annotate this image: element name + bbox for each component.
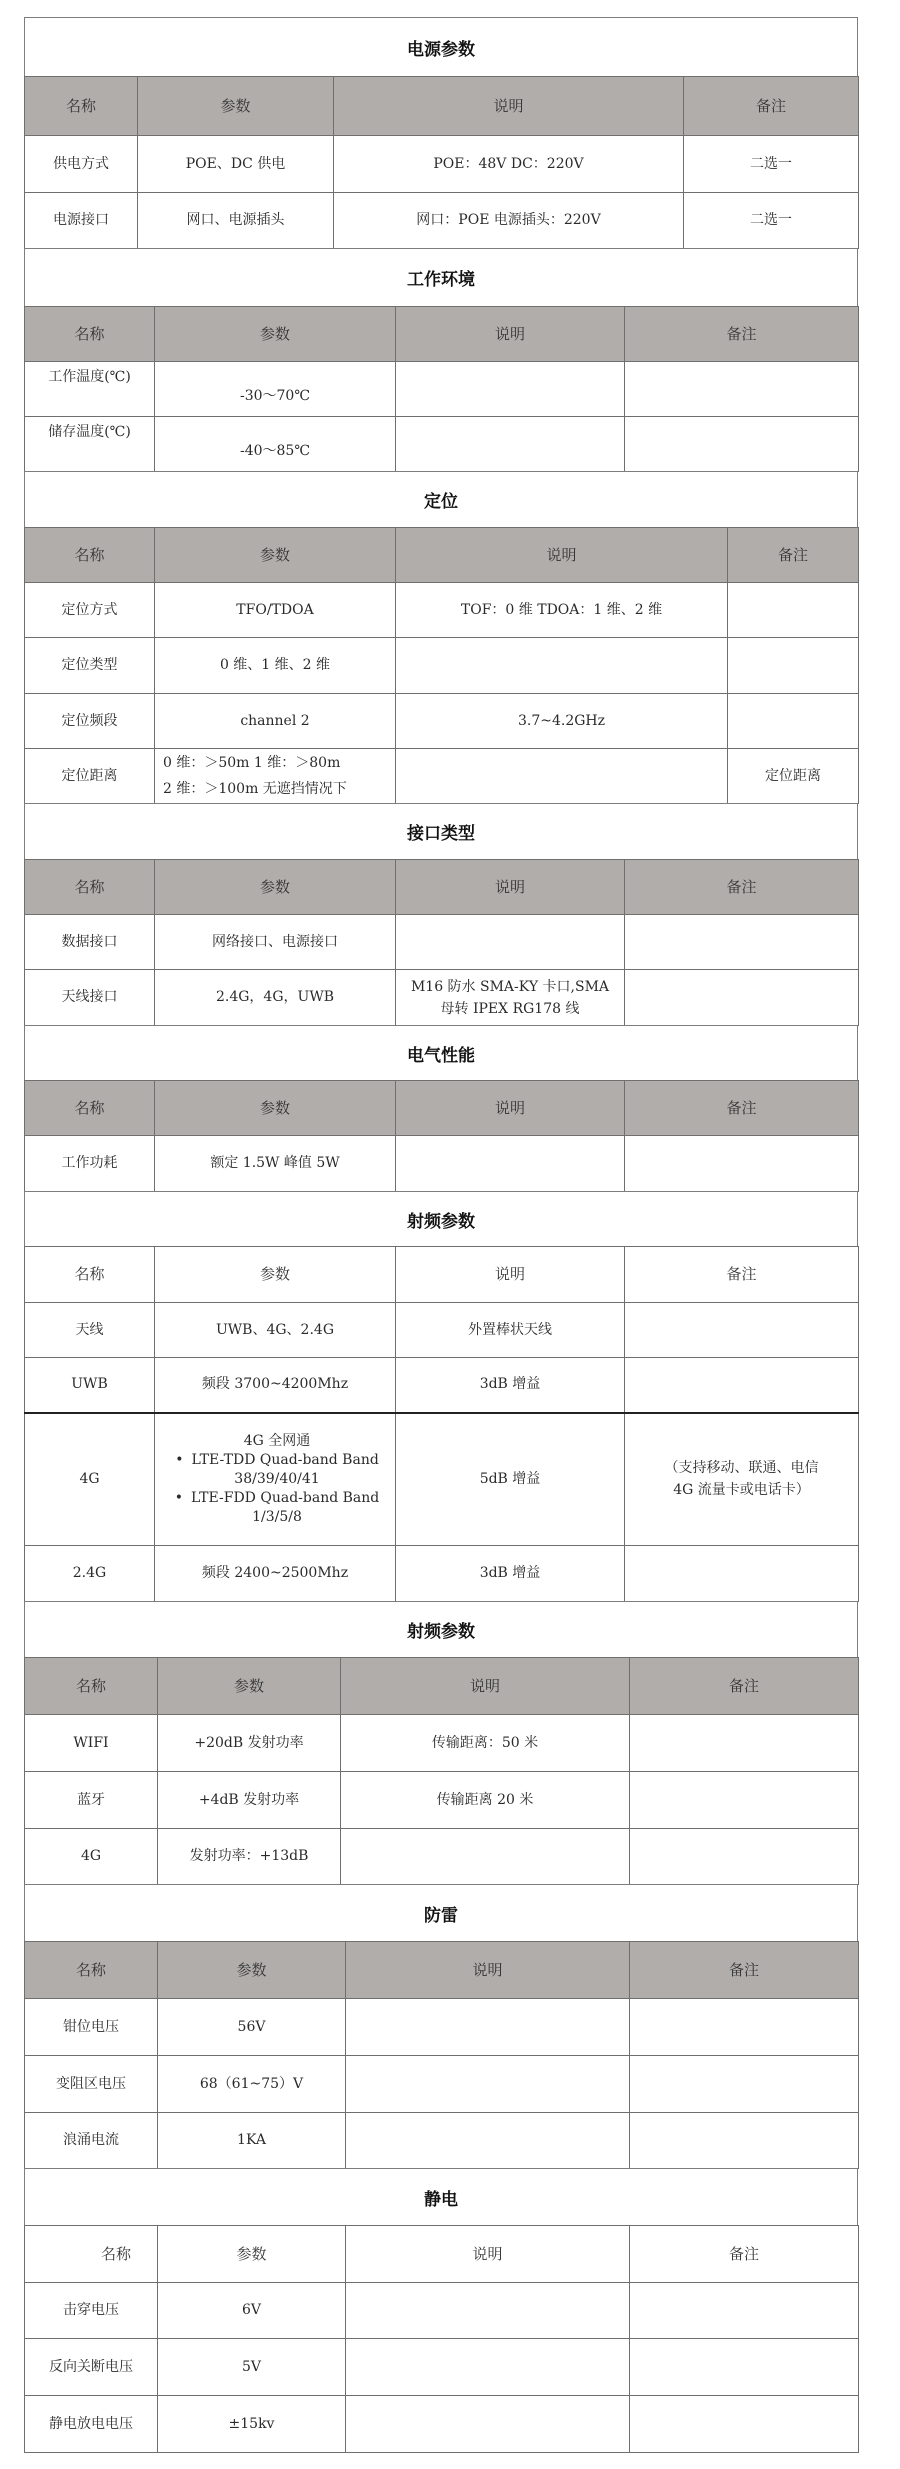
cell-desc: 网口：POE 电源插头：220V xyxy=(334,193,684,249)
cell-param: 额定 1.5W 峰值 5W xyxy=(155,1136,396,1192)
cell-note xyxy=(728,694,859,749)
cell-param: ±15kv xyxy=(158,2396,346,2453)
cell-param: 6V xyxy=(158,2283,346,2339)
section-title: 电源参数 xyxy=(24,17,858,76)
table-row xyxy=(25,2396,859,2453)
table-row xyxy=(25,1999,859,2056)
cell-name: 定位频段 xyxy=(25,694,155,749)
cell-note xyxy=(630,2283,859,2339)
cell-param: 发射功率：+13dB xyxy=(158,1829,341,1885)
header-desc: 说明 xyxy=(334,77,684,136)
spec-table xyxy=(24,859,859,1026)
cell-desc: 3dB 增益 xyxy=(396,1358,625,1413)
table-row xyxy=(25,193,859,249)
spec-table xyxy=(24,76,859,249)
cell-note xyxy=(625,1546,859,1602)
header-param: 参数 xyxy=(158,1942,346,1999)
cell-param xyxy=(155,749,396,804)
cell-name: 蓝牙 xyxy=(25,1772,158,1829)
cell-param: 0 维、1 维、2 维 xyxy=(155,638,396,694)
header-note: 备注 xyxy=(625,860,859,915)
cell-note xyxy=(625,1413,859,1546)
section-title: 射频参数 xyxy=(24,1191,858,1246)
section-title: 防雷 xyxy=(24,1884,858,1941)
cell-note: 二选一 xyxy=(684,136,859,193)
header-note: 备注 xyxy=(625,1081,859,1136)
table-row xyxy=(25,362,859,417)
cell-desc xyxy=(396,638,728,694)
table-header-row xyxy=(25,1942,859,1999)
table-header-row xyxy=(25,528,859,583)
header-param: 参数 xyxy=(158,1658,341,1715)
table-header-row xyxy=(25,77,859,136)
cell-note: 二选一 xyxy=(684,193,859,249)
table-row xyxy=(25,915,859,970)
section-title: 接口类型 xyxy=(24,803,858,859)
cell-name: WIFI xyxy=(25,1715,158,1772)
cell-name: 反向关断电压 xyxy=(25,2339,158,2396)
cell-note: 定位距离 xyxy=(728,749,859,804)
bullet-item-cont: 38/39/40/41 xyxy=(234,1470,320,1487)
cell-name: 电源接口 xyxy=(25,193,138,249)
table-row xyxy=(25,1413,859,1546)
header-desc: 说明 xyxy=(396,528,728,583)
cell-line: 2 维：＞100m 无遮挡情况下 xyxy=(163,781,347,797)
cell-param: 网口、电源插头 xyxy=(138,193,334,249)
table-header-row xyxy=(25,1247,859,1303)
cell-note xyxy=(630,2113,859,2169)
cell-param: 频段 2400~2500Mhz xyxy=(155,1546,396,1602)
cell-desc: 外置棒状天线 xyxy=(396,1303,625,1358)
table-row xyxy=(25,1358,859,1413)
cell-param: -30～70℃ xyxy=(155,362,396,417)
cell-note xyxy=(630,1999,859,2056)
cell-name: 工作功耗 xyxy=(25,1136,155,1192)
cell-desc xyxy=(346,2339,630,2396)
cell-name: UWB xyxy=(25,1358,155,1413)
table-row xyxy=(25,583,859,638)
header-name: 名称 xyxy=(25,1658,158,1715)
cell-name: 天线 xyxy=(25,1303,155,1358)
header-note: 备注 xyxy=(630,1942,859,1999)
header-name: 名称 xyxy=(25,307,155,362)
cell-note xyxy=(630,1829,859,1885)
cell-desc xyxy=(396,1136,625,1192)
bullet-item: • LTE-FDD Quad-band Band xyxy=(163,1489,391,1508)
cell-param: POE、DC 供电 xyxy=(138,136,334,193)
header-name: 名称 xyxy=(25,528,155,583)
cell-param: 网络接口、电源接口 xyxy=(155,915,396,970)
table-row xyxy=(25,417,859,472)
cell-desc xyxy=(396,417,625,472)
header-param: 参数 xyxy=(158,2226,346,2283)
cell-desc: 3.7~4.2GHz xyxy=(396,694,728,749)
cell-name: 浪涌电流 xyxy=(25,2113,158,2169)
cell-desc: 3dB 增益 xyxy=(396,1546,625,1602)
table-row xyxy=(25,749,859,804)
cell-desc xyxy=(396,970,625,1026)
table-header-row xyxy=(25,860,859,915)
cell-desc: TOF：0 维 TDOA：1 维、2 维 xyxy=(396,583,728,638)
section-title: 电气性能 xyxy=(24,1025,858,1080)
header-param: 参数 xyxy=(138,77,334,136)
table-row xyxy=(25,1136,859,1192)
cell-line: 0 维：＞50m 1 维：＞80m xyxy=(163,755,341,771)
cell-desc: 传输距离：50 米 xyxy=(341,1715,630,1772)
section-title: 工作环境 xyxy=(24,248,858,306)
cell-note xyxy=(625,362,859,417)
cell-param: 2.4G，4G，UWB xyxy=(155,970,396,1026)
table-header-row xyxy=(25,307,859,362)
cell-name: 4G xyxy=(25,1413,155,1546)
spec-table xyxy=(24,306,859,472)
cell-line: M16 防水 SMA-KY 卡口,SMA xyxy=(410,978,610,995)
spec-table xyxy=(24,527,859,804)
cell-param: channel 2 xyxy=(155,694,396,749)
cell-note xyxy=(630,1715,859,1772)
cell-desc xyxy=(346,2283,630,2339)
cell-param: -40～85℃ xyxy=(155,417,396,472)
cell-note xyxy=(630,2056,859,2113)
table-row xyxy=(25,1303,859,1358)
header-name: 名称 xyxy=(25,1081,155,1136)
spec-table xyxy=(24,2225,859,2453)
cell-name: 数据接口 xyxy=(25,915,155,970)
table-row xyxy=(25,970,859,1026)
header-name: 名称 xyxy=(25,860,155,915)
cell-name: 定位类型 xyxy=(25,638,155,694)
cell-desc: POE：48V DC：220V xyxy=(334,136,684,193)
table-row xyxy=(25,638,859,694)
cell-desc xyxy=(341,1829,630,1885)
header-param: 参数 xyxy=(155,307,396,362)
cell-name: 定位方式 xyxy=(25,583,155,638)
table-row xyxy=(25,1772,859,1829)
cell-name: 变阻区电压 xyxy=(25,2056,158,2113)
table-row xyxy=(25,1715,859,1772)
header-desc: 说明 xyxy=(346,1942,630,1999)
section-title: 定位 xyxy=(24,471,858,527)
header-note: 备注 xyxy=(684,77,859,136)
cell-name: 2.4G xyxy=(25,1546,155,1602)
header-note: 备注 xyxy=(630,2226,859,2283)
cell-name: 供电方式 xyxy=(25,136,138,193)
cell-note xyxy=(625,970,859,1026)
header-note: 备注 xyxy=(625,1247,859,1303)
cell-desc xyxy=(346,1999,630,2056)
header-param: 参数 xyxy=(155,860,396,915)
cell-note xyxy=(630,1772,859,1829)
cell-desc xyxy=(396,915,625,970)
table-row xyxy=(25,2283,859,2339)
cell-desc xyxy=(346,2113,630,2169)
header-param: 参数 xyxy=(155,1247,396,1303)
table-header-row xyxy=(25,1081,859,1136)
header-name: 名称 xyxy=(25,2226,158,2283)
table-row xyxy=(25,2056,859,2113)
cell-name: 4G xyxy=(25,1829,158,1885)
header-desc: 说明 xyxy=(396,307,625,362)
header-note: 备注 xyxy=(728,528,859,583)
header-desc: 说明 xyxy=(396,1247,625,1303)
spec-table xyxy=(24,1657,859,1885)
section-title: 静电 xyxy=(24,2168,858,2225)
cell-param: 68（61~75）V xyxy=(158,2056,346,2113)
cell-param: +4dB 发射功率 xyxy=(158,1772,341,1829)
cell-note xyxy=(625,1358,859,1413)
spec-table xyxy=(24,1080,859,1192)
cell-note xyxy=(728,638,859,694)
header-name: 名称 xyxy=(25,77,138,136)
header-param: 参数 xyxy=(155,1081,396,1136)
cell-name: 天线接口 xyxy=(25,970,155,1026)
cell-note xyxy=(625,1136,859,1192)
header-desc: 说明 xyxy=(346,2226,630,2283)
table-row xyxy=(25,1546,859,1602)
cell-param: 56V xyxy=(158,1999,346,2056)
cell-note xyxy=(625,417,859,472)
cell-name: 静电放电电压 xyxy=(25,2396,158,2453)
table-row xyxy=(25,2339,859,2396)
section-title: 射频参数 xyxy=(24,1601,858,1657)
header-name: 名称 xyxy=(25,1942,158,1999)
spec-table xyxy=(24,1941,859,2169)
cell-param: TFO/TDOA xyxy=(155,583,396,638)
cell-note xyxy=(625,915,859,970)
cell-line: （支持移动、联通、电信 xyxy=(664,1460,819,1477)
cell-param: 5V xyxy=(158,2339,346,2396)
table-header-row xyxy=(25,1658,859,1715)
cell-desc xyxy=(396,749,728,804)
cell-note xyxy=(728,583,859,638)
cell-name: 击穿电压 xyxy=(25,2283,158,2339)
cell-line: 4G 流量卡或电话卡） xyxy=(673,1482,810,1499)
header-name: 名称 xyxy=(25,1247,155,1303)
cell-desc xyxy=(346,2056,630,2113)
header-desc: 说明 xyxy=(396,860,625,915)
cell-desc: 5dB 增益 xyxy=(396,1413,625,1546)
cell-line: 母转 IPEX RG178 线 xyxy=(440,1000,580,1017)
header-desc: 说明 xyxy=(396,1081,625,1136)
spec-table xyxy=(24,1246,859,1602)
cell-param: UWB、4G、2.4G xyxy=(155,1303,396,1358)
cell-param xyxy=(155,1413,396,1546)
cell-desc: 传输距离 20 米 xyxy=(341,1772,630,1829)
cell-note xyxy=(625,1303,859,1358)
bullet-item-cont: 1/3/5/8 xyxy=(252,1508,302,1525)
cell-desc xyxy=(346,2396,630,2453)
table-row xyxy=(25,2113,859,2169)
cell-desc xyxy=(396,362,625,417)
cell-note xyxy=(630,2339,859,2396)
header-note: 备注 xyxy=(630,1658,859,1715)
table-row xyxy=(25,694,859,749)
cell-name: 定位距离 xyxy=(25,749,155,804)
table-row xyxy=(25,136,859,193)
bullet-item: • LTE-TDD Quad-band Band xyxy=(163,1451,391,1470)
table-header-row xyxy=(25,2226,859,2283)
cell-param: 频段 3700~4200Mhz xyxy=(155,1358,396,1413)
cell-param: +20dB 发射功率 xyxy=(158,1715,341,1772)
cell-heading: 4G 全网通 xyxy=(243,1433,311,1450)
cell-name: 工作温度(℃) xyxy=(25,362,155,417)
header-param: 参数 xyxy=(155,528,396,583)
cell-note xyxy=(630,2396,859,2453)
cell-param: 1KA xyxy=(158,2113,346,2169)
cell-name: 储存温度(℃) xyxy=(25,417,155,472)
header-note: 备注 xyxy=(625,307,859,362)
cell-name: 钳位电压 xyxy=(25,1999,158,2056)
table-row xyxy=(25,1829,859,1885)
header-desc: 说明 xyxy=(341,1658,630,1715)
